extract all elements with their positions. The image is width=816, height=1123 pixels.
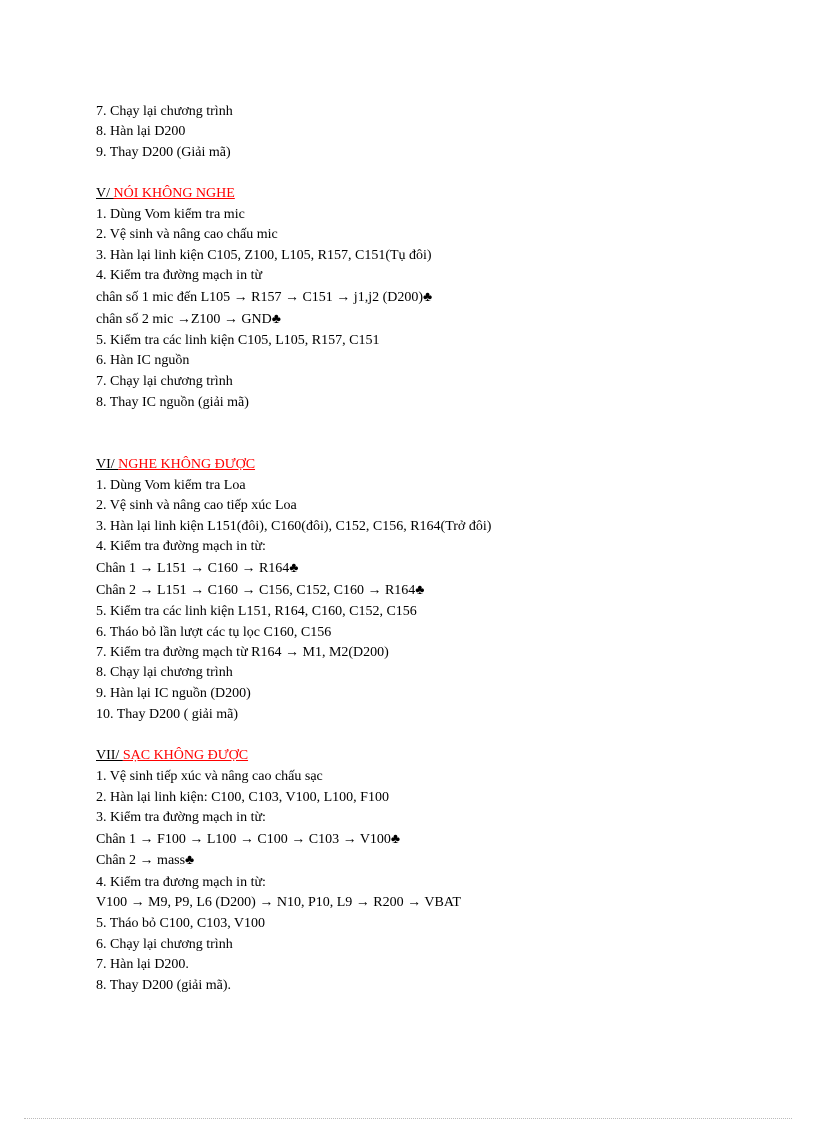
list-item: 3. Hàn lại linh kiện C105, Z100, L105, R157, C151(Tụ đôi) xyxy=(96,248,432,263)
section-title: NGHE KHÔNG ĐƯỢC xyxy=(118,457,256,472)
list-item: 2. Vệ sinh và nâng cao tiếp xúc Loa xyxy=(96,498,297,513)
list-item: 5. Kiểm tra các linh kiện L151, R164, C160, C152, C156 xyxy=(96,604,417,619)
list-item: 7. Chạy lại chương trình xyxy=(96,374,233,389)
list-item: 1. Dùng Vom kiểm tra mic xyxy=(96,207,245,222)
list-item: 1. Dùng Vom kiểm tra Loa xyxy=(96,478,246,493)
list-item: Chân 1 → L151 → C160 → R164♣ xyxy=(96,561,299,576)
list-item: 9. Hàn lại IC nguồn (D200) xyxy=(96,686,251,701)
section-heading-vii xyxy=(96,746,248,766)
section-heading-vi xyxy=(96,455,255,475)
list-item: 9. Thay D200 (Giải mã) xyxy=(96,145,231,160)
list-item: 6. Tháo bỏ lần lượt các tụ lọc C160, C156 xyxy=(96,625,332,640)
section-number: V/ xyxy=(96,186,114,201)
list-item: 8. Hàn lại D200 xyxy=(96,124,186,139)
list-item: 5. Tháo bỏ C100, C103, V100 xyxy=(96,916,266,931)
list-item: 10. Thay D200 ( giải mã) xyxy=(96,707,239,722)
section-number: VII/ xyxy=(96,748,123,763)
list-item: 7. Kiểm tra đường mạch từ R164 → M1, M2(D200) xyxy=(96,645,389,660)
list-item: 6. Chạy lại chương trình xyxy=(96,937,233,952)
list-item: 2. Vệ sinh và nâng cao chấu mic xyxy=(96,227,278,242)
list-item: 3. Hàn lại linh kiện L151(đôi), C160(đôi), C152, C156, R164(Trở đôi) xyxy=(96,519,492,534)
list-item: Chân 1 → F100 → L100 → C100 → C103 → V100♣ xyxy=(96,832,401,847)
list-item: 3. Kiểm tra đường mạch in từ: xyxy=(96,810,266,825)
list-item: Chân 2 → mass♣ xyxy=(96,853,195,868)
list-item: 7. Hàn lại D200. xyxy=(96,957,189,972)
section-title: NÓI KHÔNG NGHE xyxy=(113,186,235,201)
list-item: 5. Kiểm tra các linh kiện C105, L105, R157, C151 xyxy=(96,333,380,348)
list-item: 6. Hàn IC nguồn xyxy=(96,353,190,368)
section-title: SẠC KHÔNG ĐƯỢC xyxy=(122,748,249,763)
list-item: chân số 1 mic đến L105 → R157 → C151 → j1,j2 (D200)♣ xyxy=(96,290,433,305)
list-item: chân số 2 mic →Z100 → GND♣ xyxy=(96,312,281,327)
page-bottom-divider xyxy=(24,1118,792,1119)
list-item: 4. Kiểm tra đường mạch in từ xyxy=(96,268,263,283)
list-item: 2. Hàn lại linh kiện: C100, C103, V100, L100, F100 xyxy=(96,790,389,805)
list-item: 4. Kiểm tra đường mạch in từ: xyxy=(96,539,266,554)
section-heading-v xyxy=(96,184,235,204)
list-item: 8. Thay D200 (giải mã). xyxy=(96,978,232,993)
section-number: VI/ xyxy=(96,457,119,472)
list-item: Chân 2 → L151 → C160 → C156, C152, C160 → R164♣ xyxy=(96,583,425,598)
list-item: 8. Thay IC nguồn (giải mã) xyxy=(96,395,249,410)
list-item: 1. Vệ sinh tiếp xúc và nâng cao chấu sạc xyxy=(96,769,323,784)
list-item: 4. Kiểm tra đương mạch in từ: xyxy=(96,875,266,890)
list-item: 8. Chạy lại chương trình xyxy=(96,665,233,680)
list-item: V100 → M9, P9, L6 (D200) → N10, P10, L9 → R200 → VBAT xyxy=(96,895,461,910)
list-item: 7. Chạy lại chương trình xyxy=(96,104,233,119)
